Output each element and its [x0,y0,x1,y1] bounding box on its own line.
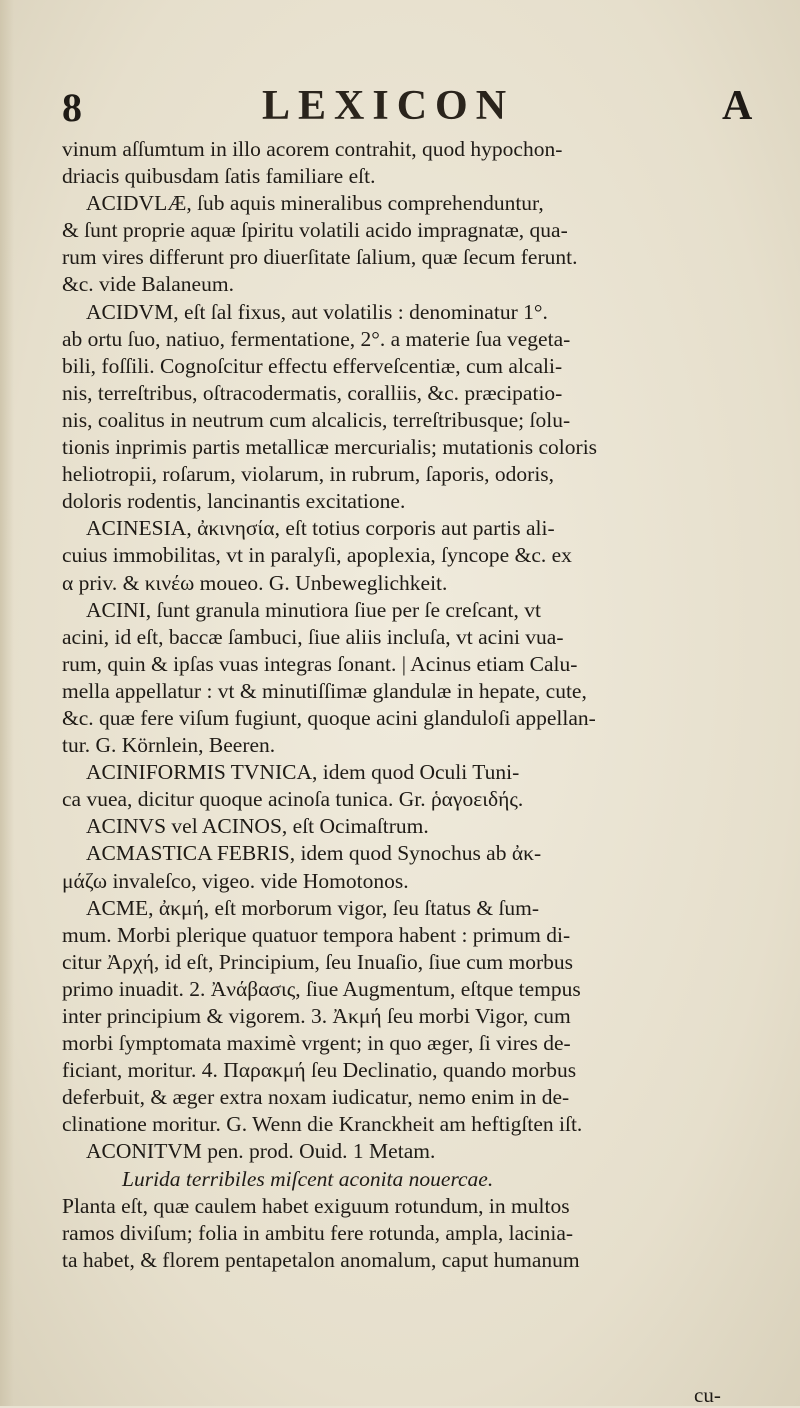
text-line: tionis inprimis partis metallicæ mercurialis; mutationis coloris [62,435,598,460]
text-line: &c. quæ fere viſum fugiunt, quoque acini glanduloſi appellan- [62,705,596,730]
text-line: ta habet, & florem pentapetalon anomalum, caput humanum [62,1247,580,1272]
entry-aconitum: ACONITVM pen. prod. Ouid. 1 Metam. [86,1139,436,1164]
text-line: rum, quin & ipſas vuas integras ſonant. | Acinus etiam Calu- [62,651,578,676]
entry-acinesia: ACINESIA, ἀκινησία, eſt totius corporis aut partis ali- [86,516,555,541]
text-line: nis, coalitus in neutrum cum alcalicis, terreſtribusque; ſolu- [62,407,571,432]
text-line: bili, foſſili. Cognoſcitur effectu efferveſcentiæ, cum alcali- [62,353,563,378]
text-line: acini, id eſt, baccæ ſambuci, ſiue aliis incluſa, vt acini vua- [62,624,564,649]
catchword: cu- [694,1383,721,1407]
entry-acme: ACME, ἀκμή, eſt morborum vigor, ſeu ſtatus & ſum- [86,895,540,920]
text-line: nis, terreſtribus, oſtracodermatis, coralliis, &c. præcipatio- [62,380,563,405]
text-line: driacis quibusdam ſatis familiare eſt. [62,164,376,189]
text-line: clinatione moritur. G. Wenn die Kranckheit am heftigſten iſt. [62,1112,583,1137]
text-line: &c. vide Balaneum. [62,272,234,297]
text-line: ab ortu ſuo, natiuo, fermentatione, 2°. a materie ſua vegeta- [62,326,571,351]
text-line: μάζω invaleſco, vigeo. vide Homotonos. [62,868,409,893]
entry-acidulae: ACIDVLÆ, ſub aquis mineralibus comprehenduntur, [86,191,544,216]
text-line: deferbuit, & æger extra noxam iudicatur, nemo enim in de- [62,1085,570,1110]
text-line: vinum aſſumtum in illo acorem contrahit, quod hypochon- [62,137,563,161]
text-line: ramos diviſum; folia in ambitu fere rotunda, ampla, lacinia- [62,1220,574,1245]
header-title: LEXICON [262,83,515,129]
text-line: ficiant, moritur. 4. Παρακμή ſeu Declinatio, quando morbus [62,1058,577,1083]
text-line: mum. Morbi plerique quatuor tempora habent : primum di- [62,922,571,947]
text-line: α priv. & κινέω moueo. G. Unbeweglichkeit. [62,570,448,595]
entry-acmastica: ACMASTICA FEBRIS, idem quod Synochus ab ἀκ- [86,841,542,866]
verse-quotation: Lurida terribiles miſcent aconita nouercae. [122,1166,494,1191]
binding-shadow [0,0,14,1406]
text-line: primo inuadit. 2. Ἀνάβασις, ſiue Augmentum, eſtque tempus [62,976,581,1001]
entry-aciniformis: ACINIFORMIS TVNICA, idem quod Oculi Tuni- [86,760,520,785]
text-line: doloris rodentis, lancinantis excitatione. [62,489,406,514]
text-line: & ſunt proprie aquæ ſpiritu volatili acido impragnatæ, qua- [62,218,568,243]
text-line: citur Ἀρχή, id eſt, Principium, ſeu Inuaſio, ſiue cum morbus [62,949,574,974]
header-letter: A [722,83,753,129]
text-line: heliotropii, roſarum, violarum, in rubrum, ſaporis, odoris, [62,462,555,487]
text-line: morbi ſymptomata maximè vrgent; in quo æger, ſi vires de- [62,1031,571,1056]
page-number: 8 [62,85,82,130]
text-line: mella appellatur : vt & minutiſſimæ glandulæ in hepate, cute, [62,678,587,703]
dictionary-text [62,136,750,1274]
text-line: cuius immobilitas, vt in paralyſi, apoplexia, ſyncope &c. ex [62,543,572,568]
text-line: rum vires differunt pro diuerſitate ſalium, quæ ſecum ferunt. [62,245,578,270]
entry-acidum: ACIDVM, eſt ſal fixus, aut volatilis : denominatur 1°. [86,299,548,324]
text-line: Planta eſt, quæ caulem habet exiguum rotundum, in multos [62,1193,570,1218]
text-line: tur. G. Körnlein, Beeren. [62,733,276,758]
text-line: inter principium & vigorem. 3. Ἀκμή ſeu morbi Vigor, cum [62,1004,571,1028]
entry-acinus: ACINVS vel ACINOS, eſt Ocimaſtrum. [86,814,429,839]
running-header [0,78,800,128]
entry-acini: ACINI, ſunt granula minutiora ſiue per ſe creſcant, vt [86,597,541,622]
text-line: ca vuea, dicitur quoque acinoſa tunica. Gr. ῥαγοειδής. [62,787,524,812]
